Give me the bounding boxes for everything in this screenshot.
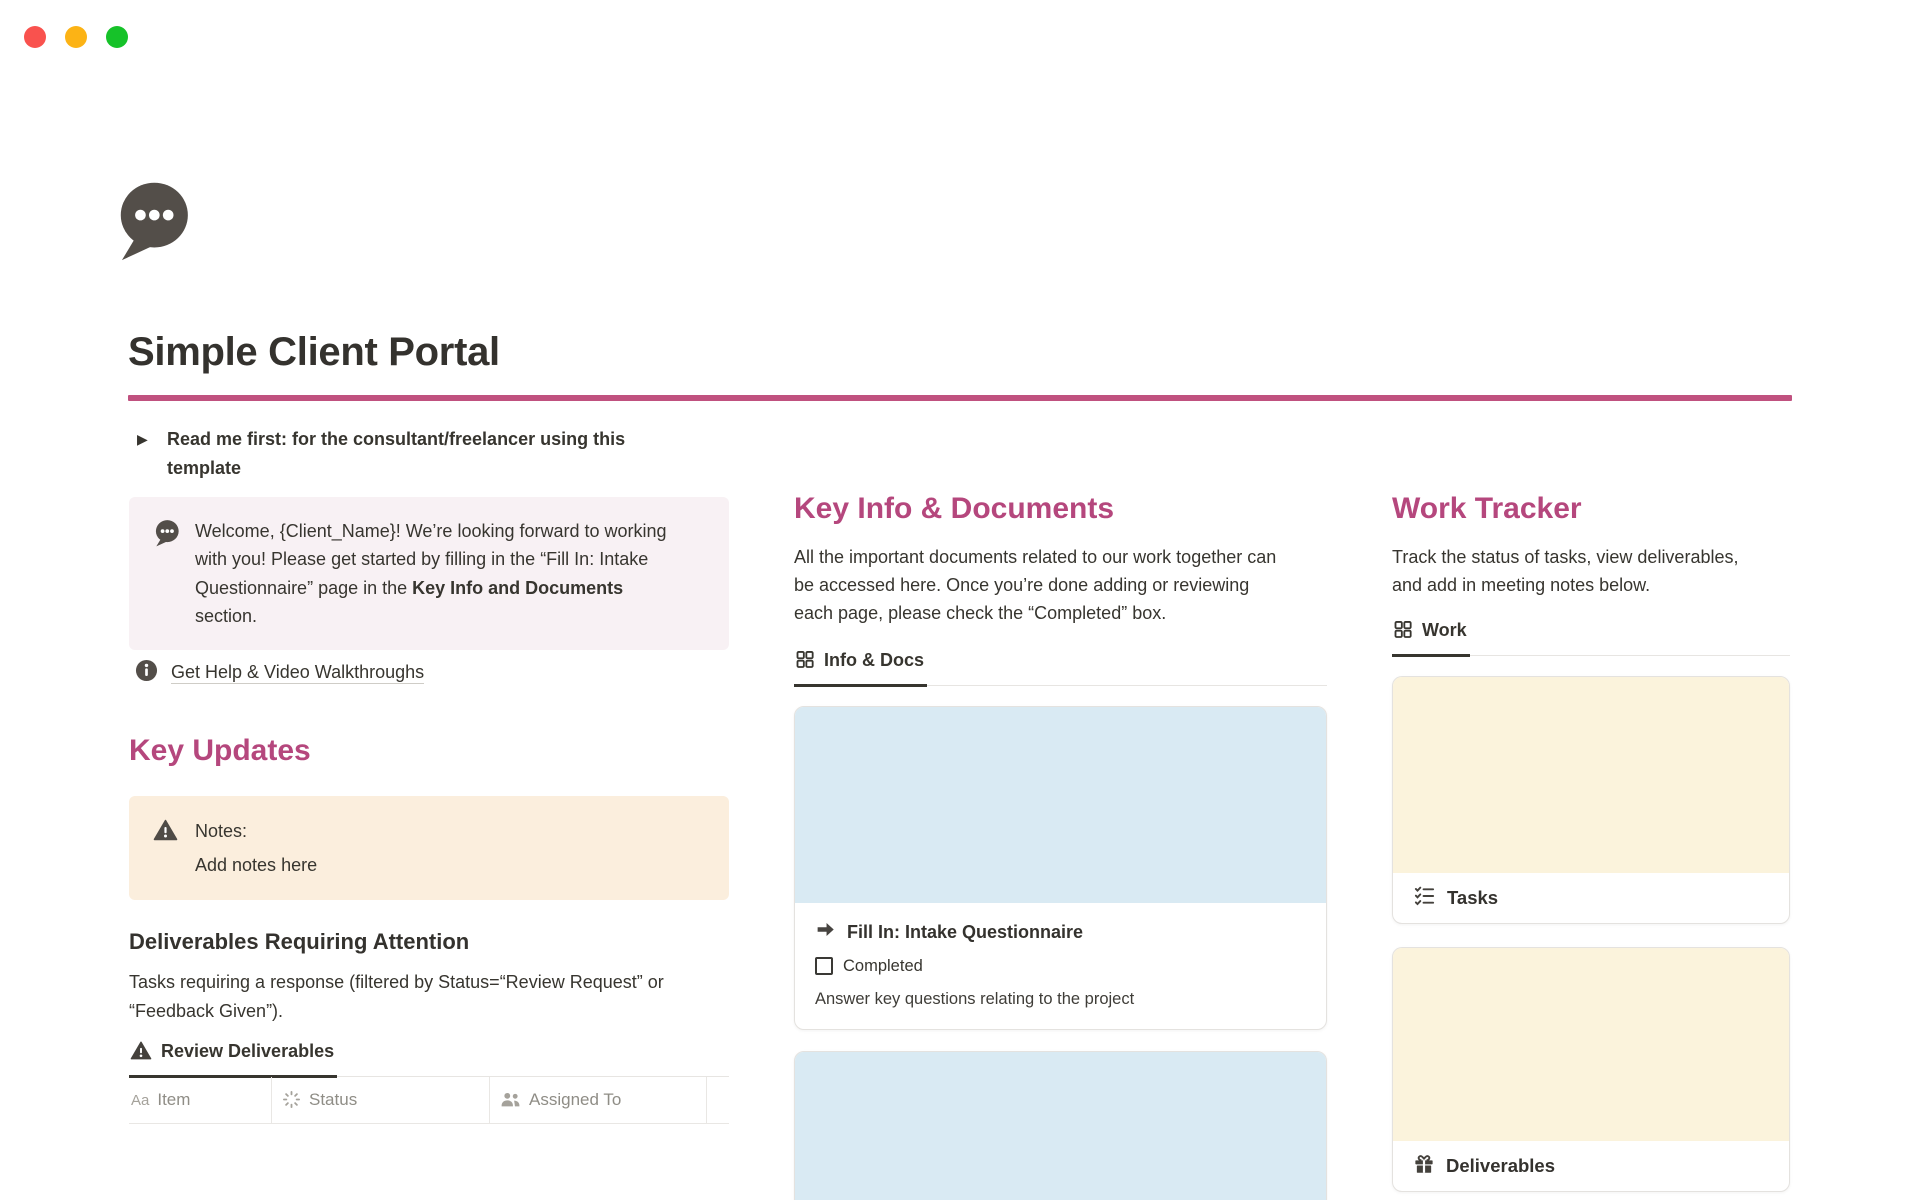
left-column [129, 425, 729, 1124]
deliverables-table-header [129, 1077, 729, 1124]
card-body [795, 903, 1326, 1029]
tab-work[interactable] [1392, 619, 1470, 657]
people-property-icon [500, 1090, 521, 1111]
zoom-button[interactable] [106, 26, 128, 48]
readme-toggle[interactable] [129, 425, 729, 483]
card-body [1393, 1141, 1789, 1191]
info-icon [135, 659, 158, 687]
status-property-icon [282, 1090, 301, 1111]
tab-label: Review Deliverables [161, 1040, 335, 1061]
right-column [1392, 490, 1790, 1192]
text-property-icon: Aa [131, 1091, 150, 1109]
accent-divider [128, 395, 1792, 401]
key-info-heading: Key Info & Documents [794, 492, 1115, 525]
column-label: Item [157, 1090, 191, 1110]
toggle-triangle-icon[interactable]: ▶ [137, 431, 148, 447]
minimize-button[interactable] [65, 26, 87, 48]
help-link-row [129, 658, 729, 688]
column-label: Status [309, 1090, 358, 1110]
gallery-view-icon [795, 649, 815, 671]
gallery-view-icon [1393, 619, 1413, 641]
column-header-item[interactable] [129, 1077, 272, 1123]
tab-review-deliverables[interactable] [129, 1040, 337, 1078]
column-header-status[interactable] [272, 1077, 490, 1123]
column-header-overflow[interactable] [707, 1077, 729, 1123]
window-controls [24, 26, 128, 48]
work-tabbar [1392, 619, 1790, 656]
card-description: Answer key questions relating to the project [815, 990, 1135, 1008]
completed-checkbox[interactable] [815, 957, 833, 975]
checkbox-label: Completed [843, 956, 923, 975]
card-title: Tasks [1447, 887, 1499, 908]
welcome-callout-text: Welcome, {Client_Name}! We’re looking forward to working with you! Please get started by filling in the “Fill In: Intake Questionnaire” page in the Key Info and Documents section. [195, 521, 667, 626]
key-updates-heading: Key Updates [129, 734, 311, 768]
speech-bubble-icon[interactable] [115, 178, 189, 271]
warning-icon [130, 1040, 152, 1062]
notes-body[interactable]: Add notes here [195, 855, 318, 876]
work-tracker-heading: Work Tracker [1392, 492, 1582, 525]
tab-label: Info & Docs [824, 649, 925, 670]
tasks-card[interactable] [1392, 676, 1790, 924]
close-button[interactable] [24, 26, 46, 48]
tab-label: Work [1422, 619, 1467, 640]
deliverables-heading: Deliverables Requiring Attention [129, 929, 470, 955]
checklist-icon [1413, 884, 1436, 912]
work-tracker-description: Track the status of tasks, view deliverables, and add in meeting notes below. [1392, 547, 1739, 595]
column-label: Assigned To [529, 1090, 622, 1110]
readme-toggle-label: Read me first: for the consultant/freelancer using this template [167, 429, 626, 478]
card-cover [1393, 948, 1789, 1141]
deliverables-card[interactable] [1392, 947, 1790, 1192]
card-cover [1393, 677, 1789, 873]
card-cover [795, 1052, 1326, 1200]
warning-icon [153, 818, 180, 847]
speech-bubble-icon [153, 519, 180, 553]
card-title: Deliverables [1446, 1155, 1556, 1176]
card-cover [795, 707, 1326, 903]
review-deliverables-tabbar [129, 1040, 729, 1077]
info-docs-card-2[interactable] [794, 1051, 1327, 1200]
notes-title: Notes: [195, 821, 248, 842]
column-header-assigned-to[interactable] [490, 1077, 707, 1123]
welcome-callout [129, 497, 729, 650]
key-info-description: All the important documents related to our work together can be accessed here. Once you’re done adding or reviewing each page, please check the “Completed” box. [794, 547, 1277, 623]
notes-callout [129, 796, 729, 900]
page-title: Simple Client Portal [128, 330, 500, 374]
deliverables-description: Tasks requiring a response (filtered by Status=“Review Request” or “Feedback Given”). [129, 972, 664, 1022]
intake-questionnaire-card[interactable] [794, 706, 1327, 1030]
notes-callout-text [195, 816, 317, 880]
arrow-right-icon [815, 919, 836, 945]
tab-info-docs[interactable] [794, 649, 927, 687]
card-title: Fill In: Intake Questionnaire [847, 921, 1084, 942]
info-docs-tabbar [794, 649, 1327, 686]
gift-icon [1413, 1153, 1435, 1180]
card-body [1393, 873, 1789, 923]
middle-column [794, 490, 1327, 1200]
get-help-link[interactable]: Get Help & Video Walkthroughs [171, 662, 425, 683]
